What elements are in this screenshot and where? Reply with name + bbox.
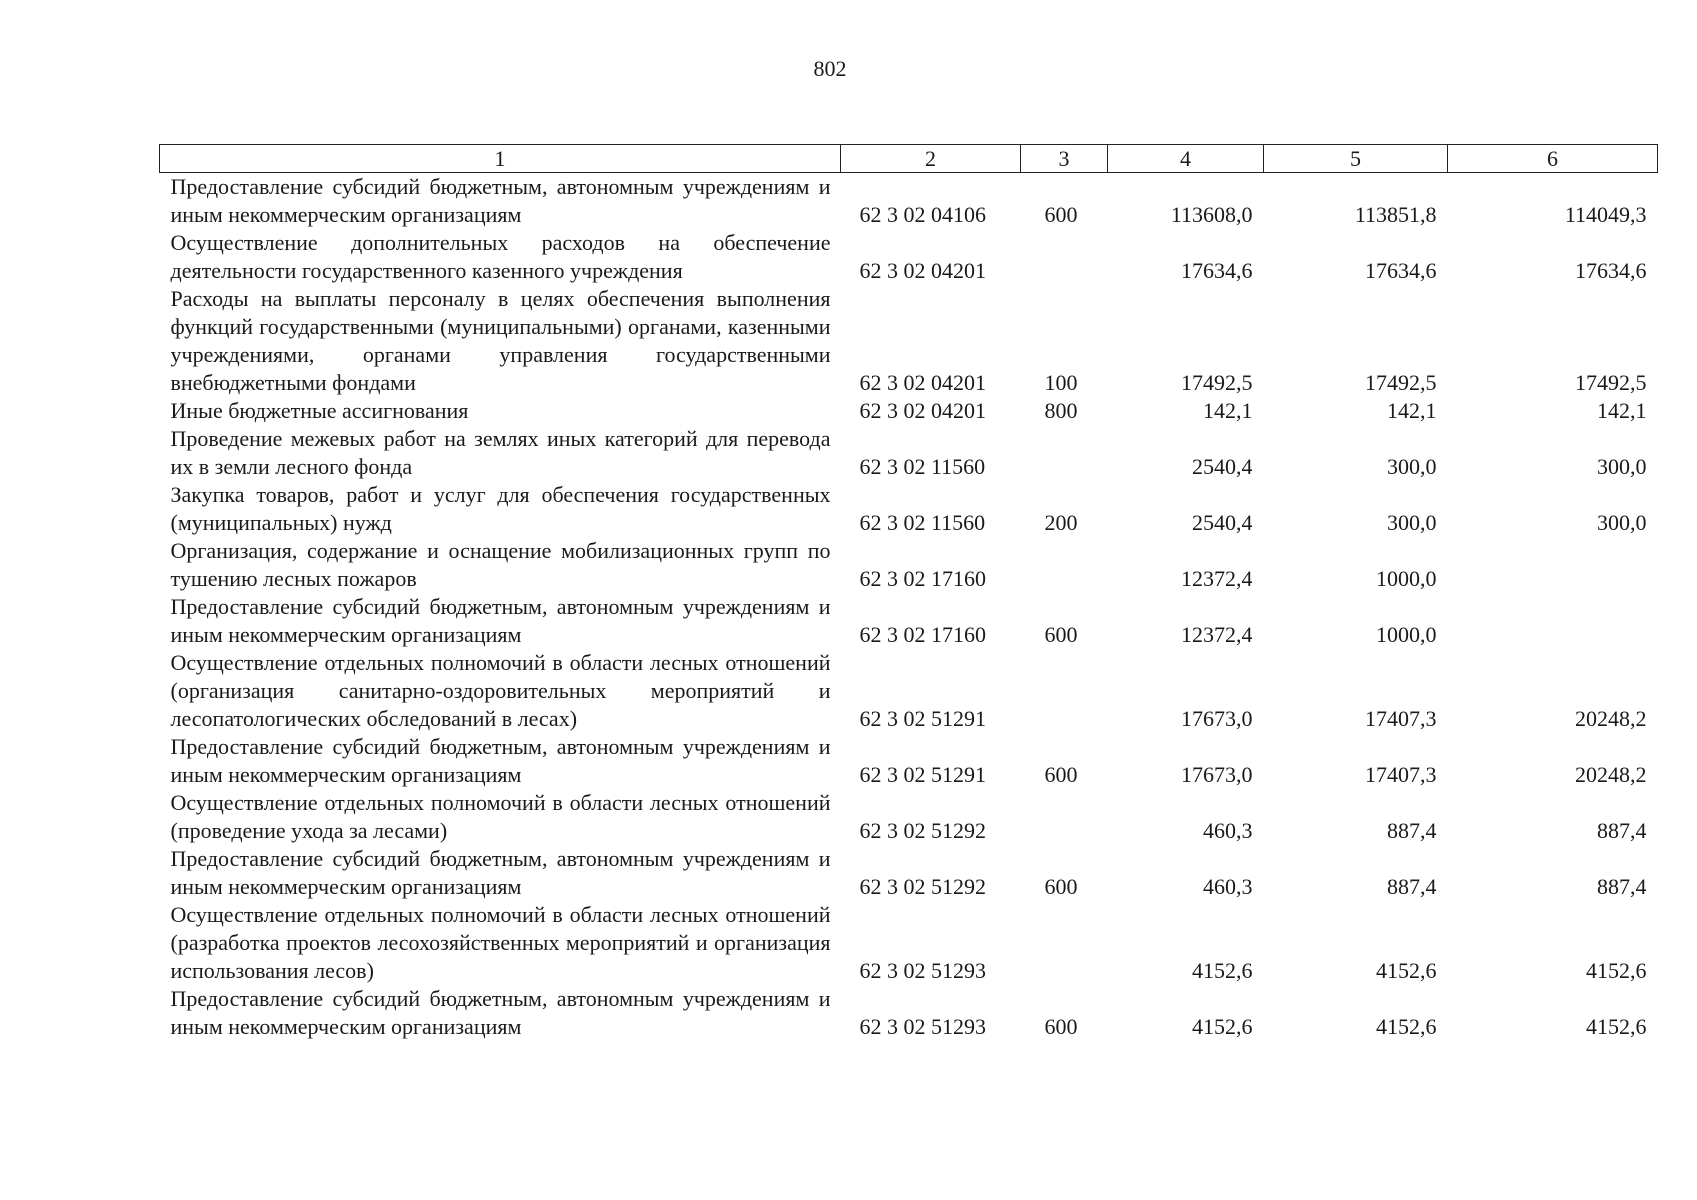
row-amount-col5: 1000,0 — [1376, 566, 1437, 591]
row-amount-col5: 17407,3 — [1365, 762, 1437, 787]
row-amount-col4: 142,1 — [1203, 398, 1253, 423]
row-description: Осуществление отдельных полномочий в области лесных отношений (проведение ухода за лесами) — [170, 790, 831, 843]
row-amount-col5: 300,0 — [1387, 510, 1437, 535]
column-header-4: 4 — [1108, 145, 1264, 173]
row-target-code: 62 3 02 51292 — [859, 874, 986, 899]
table-row — [160, 537, 1658, 593]
row-amount-col4: 17673,0 — [1181, 706, 1253, 731]
row-target-code: 62 3 02 11560 — [859, 510, 986, 535]
row-amount-col6: 142,1 — [1597, 398, 1647, 423]
row-amount-col5: 300,0 — [1387, 454, 1437, 479]
table-row — [160, 901, 1658, 985]
row-expense-type — [1021, 649, 1108, 733]
row-amount-col6: 17634,6 — [1575, 258, 1647, 283]
row-amount-col5: 887,4 — [1387, 818, 1437, 843]
row-expense-type: 600 — [1044, 622, 1078, 647]
row-expense-type: 600 — [1044, 1014, 1078, 1039]
row-target-code: 62 3 02 51293 — [859, 958, 986, 983]
row-amount-col6: 17492,5 — [1575, 370, 1647, 395]
table-body — [160, 173, 1658, 1042]
column-header-6: 6 — [1448, 145, 1658, 173]
row-amount-col4: 17634,6 — [1181, 258, 1253, 283]
table-row — [160, 845, 1658, 901]
row-expense-type: 600 — [1044, 202, 1078, 227]
row-description: Предоставление субсидий бюджетным, автономным учреждениям и иным некоммерческим организациям — [170, 594, 831, 647]
table-row — [160, 481, 1658, 537]
table-row — [160, 789, 1658, 845]
table-header — [160, 145, 1658, 173]
row-amount-col4: 17673,0 — [1181, 762, 1253, 787]
row-amount-col6: 4152,6 — [1586, 1014, 1647, 1039]
row-amount-col4: 460,3 — [1203, 874, 1253, 899]
row-description: Осуществление отдельных полномочий в области лесных отношений (организация санитарно-оздоровительных мероприятий и лесопатологических обследований в лесах) — [170, 650, 831, 731]
row-amount-col5: 4152,6 — [1376, 958, 1437, 983]
row-description: Предоставление субсидий бюджетным, автономным учреждениям и иным некоммерческим организациям — [170, 846, 831, 899]
row-description: Предоставление субсидий бюджетным, автономным учреждениям и иным некоммерческим организациям — [170, 174, 831, 227]
table-row — [160, 593, 1658, 649]
row-description: Предоставление субсидий бюджетным, автономным учреждениям и иным некоммерческим организациям — [170, 734, 831, 787]
row-amount-col4: 113608,0 — [1170, 202, 1253, 227]
row-target-code: 62 3 02 04201 — [859, 370, 986, 395]
row-description: Осуществление отдельных полномочий в области лесных отношений (разработка проектов лесохозяйственных мероприятий и организация использования лесов) — [170, 902, 831, 983]
row-expense-type — [1021, 537, 1108, 593]
row-amount-col6: 887,4 — [1597, 818, 1647, 843]
row-amount-col6: 4152,6 — [1586, 958, 1647, 983]
column-header-5: 5 — [1264, 145, 1448, 173]
budget-table — [159, 144, 1658, 1041]
row-amount-col4: 460,3 — [1203, 818, 1253, 843]
row-amount-col6: 20248,2 — [1575, 762, 1647, 787]
row-expense-type: 600 — [1044, 874, 1078, 899]
column-header-1: 1 — [160, 145, 841, 173]
row-amount-col5: 887,4 — [1387, 874, 1437, 899]
row-description: Организация, содержание и оснащение мобилизационных групп по тушению лесных пожаров — [170, 538, 831, 591]
row-expense-type — [1021, 789, 1108, 845]
row-description: Предоставление субсидий бюджетным, автономным учреждениям и иным некоммерческим организациям — [170, 986, 831, 1039]
row-amount-col6: 887,4 — [1597, 874, 1647, 899]
row-amount-col6: 300,0 — [1597, 454, 1647, 479]
column-header-3: 3 — [1021, 145, 1108, 173]
row-target-code: 62 3 02 04201 — [859, 258, 986, 283]
table-row — [160, 229, 1658, 285]
table-row — [160, 173, 1658, 230]
row-amount-col5: 4152,6 — [1376, 1014, 1437, 1039]
row-amount-col4: 17492,5 — [1181, 370, 1253, 395]
header-row — [160, 145, 1658, 173]
table-row — [160, 733, 1658, 789]
row-expense-type: 100 — [1044, 370, 1078, 395]
row-target-code: 62 3 02 04106 — [859, 202, 986, 227]
row-amount-col6: 20248,2 — [1575, 706, 1647, 731]
row-amount-col6: 300,0 — [1597, 510, 1647, 535]
row-amount-col4: 2540,4 — [1192, 454, 1253, 479]
row-expense-type: 200 — [1044, 510, 1078, 535]
row-expense-type — [1021, 901, 1108, 985]
row-target-code: 62 3 02 51291 — [859, 706, 986, 731]
row-expense-type — [1021, 425, 1108, 481]
column-header-2: 2 — [841, 145, 1021, 173]
row-target-code: 62 3 02 51293 — [859, 1014, 986, 1039]
table-row — [160, 649, 1658, 733]
row-amount-col4: 12372,4 — [1181, 566, 1253, 591]
row-target-code: 62 3 02 51292 — [859, 818, 986, 843]
row-amount-col4: 4152,6 — [1192, 1014, 1253, 1039]
row-target-code: 62 3 02 04201 — [859, 398, 986, 423]
row-expense-type: 600 — [1044, 762, 1078, 787]
row-amount-col5: 1000,0 — [1376, 622, 1437, 647]
row-target-code: 62 3 02 11560 — [859, 454, 986, 479]
row-amount-col4: 2540,4 — [1192, 510, 1253, 535]
row-amount-col5: 17492,5 — [1365, 370, 1437, 395]
row-description: Закупка товаров, работ и услуг для обеспечения государственных (муниципальных) нужд — [170, 482, 831, 535]
row-amount-col4: 12372,4 — [1181, 622, 1253, 647]
table-row — [160, 285, 1658, 397]
row-amount-col6: 114049,3 — [1564, 202, 1647, 227]
row-amount-col4: 4152,6 — [1192, 958, 1253, 983]
row-target-code: 62 3 02 17160 — [859, 622, 986, 647]
table-row — [160, 397, 1658, 425]
row-description: Проведение межевых работ на землях иных категорий для перевода их в земли лесного фонда — [170, 426, 831, 479]
row-description: Расходы на выплаты персоналу в целях обеспечения выполнения функций государственными (муниципальными) органами, казенными учреждениями, органами управления государственными внебюджетными фондами — [170, 286, 831, 395]
row-target-code: 62 3 02 51291 — [859, 762, 986, 787]
row-amount-col5: 17634,6 — [1365, 258, 1437, 283]
table-row — [160, 985, 1658, 1041]
row-amount-col5: 113851,8 — [1354, 202, 1437, 227]
row-amount-col5: 17407,3 — [1365, 706, 1437, 731]
row-amount-col6 — [1448, 593, 1658, 649]
row-description: Осуществление дополнительных расходов на обеспечение деятельности государственного казенного учреждения — [170, 230, 831, 283]
page-number: 802 — [813, 56, 847, 81]
row-expense-type — [1021, 229, 1108, 285]
row-amount-col6 — [1448, 537, 1658, 593]
table-row — [160, 425, 1658, 481]
budget-table-container — [159, 144, 1657, 1041]
row-expense-type: 800 — [1044, 398, 1078, 423]
row-target-code: 62 3 02 17160 — [859, 566, 986, 591]
row-description: Иные бюджетные ассигнования — [170, 398, 469, 423]
row-amount-col5: 142,1 — [1387, 398, 1437, 423]
